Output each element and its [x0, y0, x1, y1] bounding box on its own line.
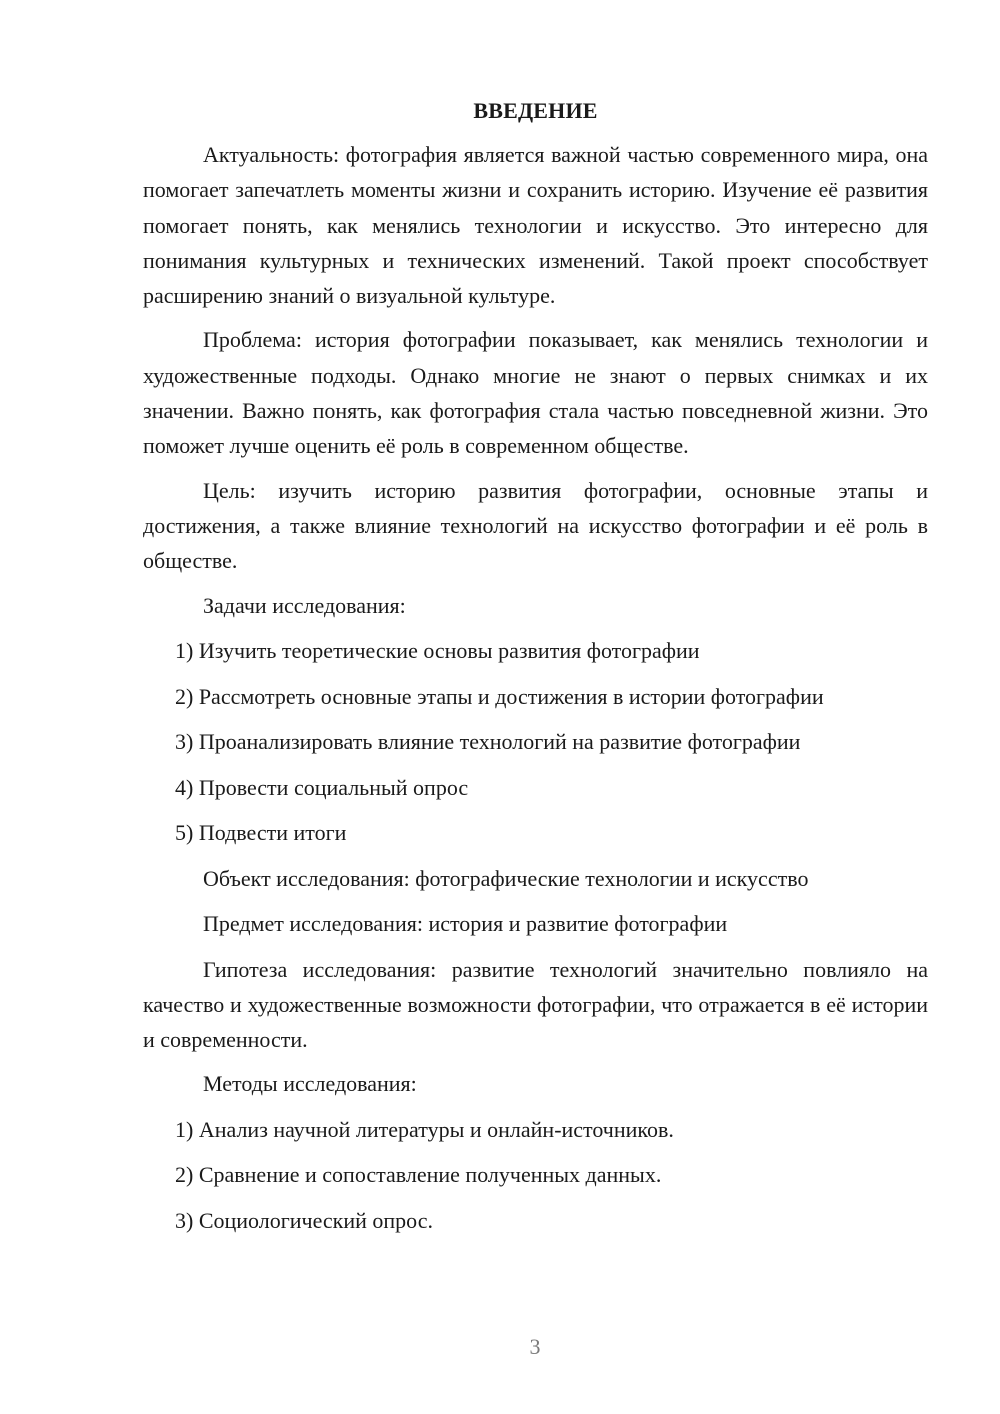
list-item: 5) Подвести итоги: [175, 820, 347, 846]
methods-heading: Методы исследования:: [203, 1071, 417, 1097]
problem-paragraph: Проблема: история фотографии показывает, как менялись технологии и художественные подходы. Однако многие не знают о первых снимках и их значении. Важно понять, как фотография стала частью повседневной жизни. Это поможет лучше оценить её роль в современном обществе.: [143, 327, 928, 459]
relevance-paragraph: Актуальность: фотография является важной частью современного мира, она помогает запечатлеть моменты жизни и сохранить историю. Изучение её развития помогает понять, как менялись технологии и искусство. Это интересно для понимания культурных и технических изменений. Такой проект способствует расширению знаний о визуальной культуре.: [143, 142, 928, 309]
tasks-list: [143, 633, 928, 850]
page-number: 3: [529, 1334, 541, 1359]
goal-paragraph: Цель: изучить историю развития фотографии, основные этапы и достижения, а также влияние технологий на искусство фотографии и её роль в обществе.: [143, 477, 928, 574]
page-body: [143, 96, 928, 1248]
section-title: ВВЕДЕНИЕ: [473, 98, 598, 123]
list-item: 2) Сравнение и сопоставление полученных данных.: [175, 1162, 662, 1188]
list-item: 1) Анализ научной литературы и онлайн-источников.: [175, 1116, 674, 1142]
methods-list: [143, 1112, 928, 1238]
subject-line: Предмет исследования: история и развитие фотографии: [203, 911, 728, 937]
list-item: 3) Проанализировать влияние технологий на развитие фотографии: [175, 729, 801, 755]
tasks-heading: Задачи исследования:: [203, 592, 406, 618]
object-line: Объект исследования: фотографические технологии и искусство: [203, 865, 809, 891]
hypothesis-paragraph: Гипотеза исследования: развитие технологий значительно повлияло на качество и художественные возможности фотографии, что отражается в её истории и современности.: [143, 956, 928, 1053]
list-item: 1) Изучить теоретические основы развития фотографии: [175, 638, 700, 664]
list-item: 2) Рассмотреть основные этапы и достижения в истории фотографии: [175, 683, 824, 709]
list-item: 3) Социологический опрос.: [175, 1207, 433, 1233]
list-item: 4) Провести социальный опрос: [175, 774, 469, 800]
